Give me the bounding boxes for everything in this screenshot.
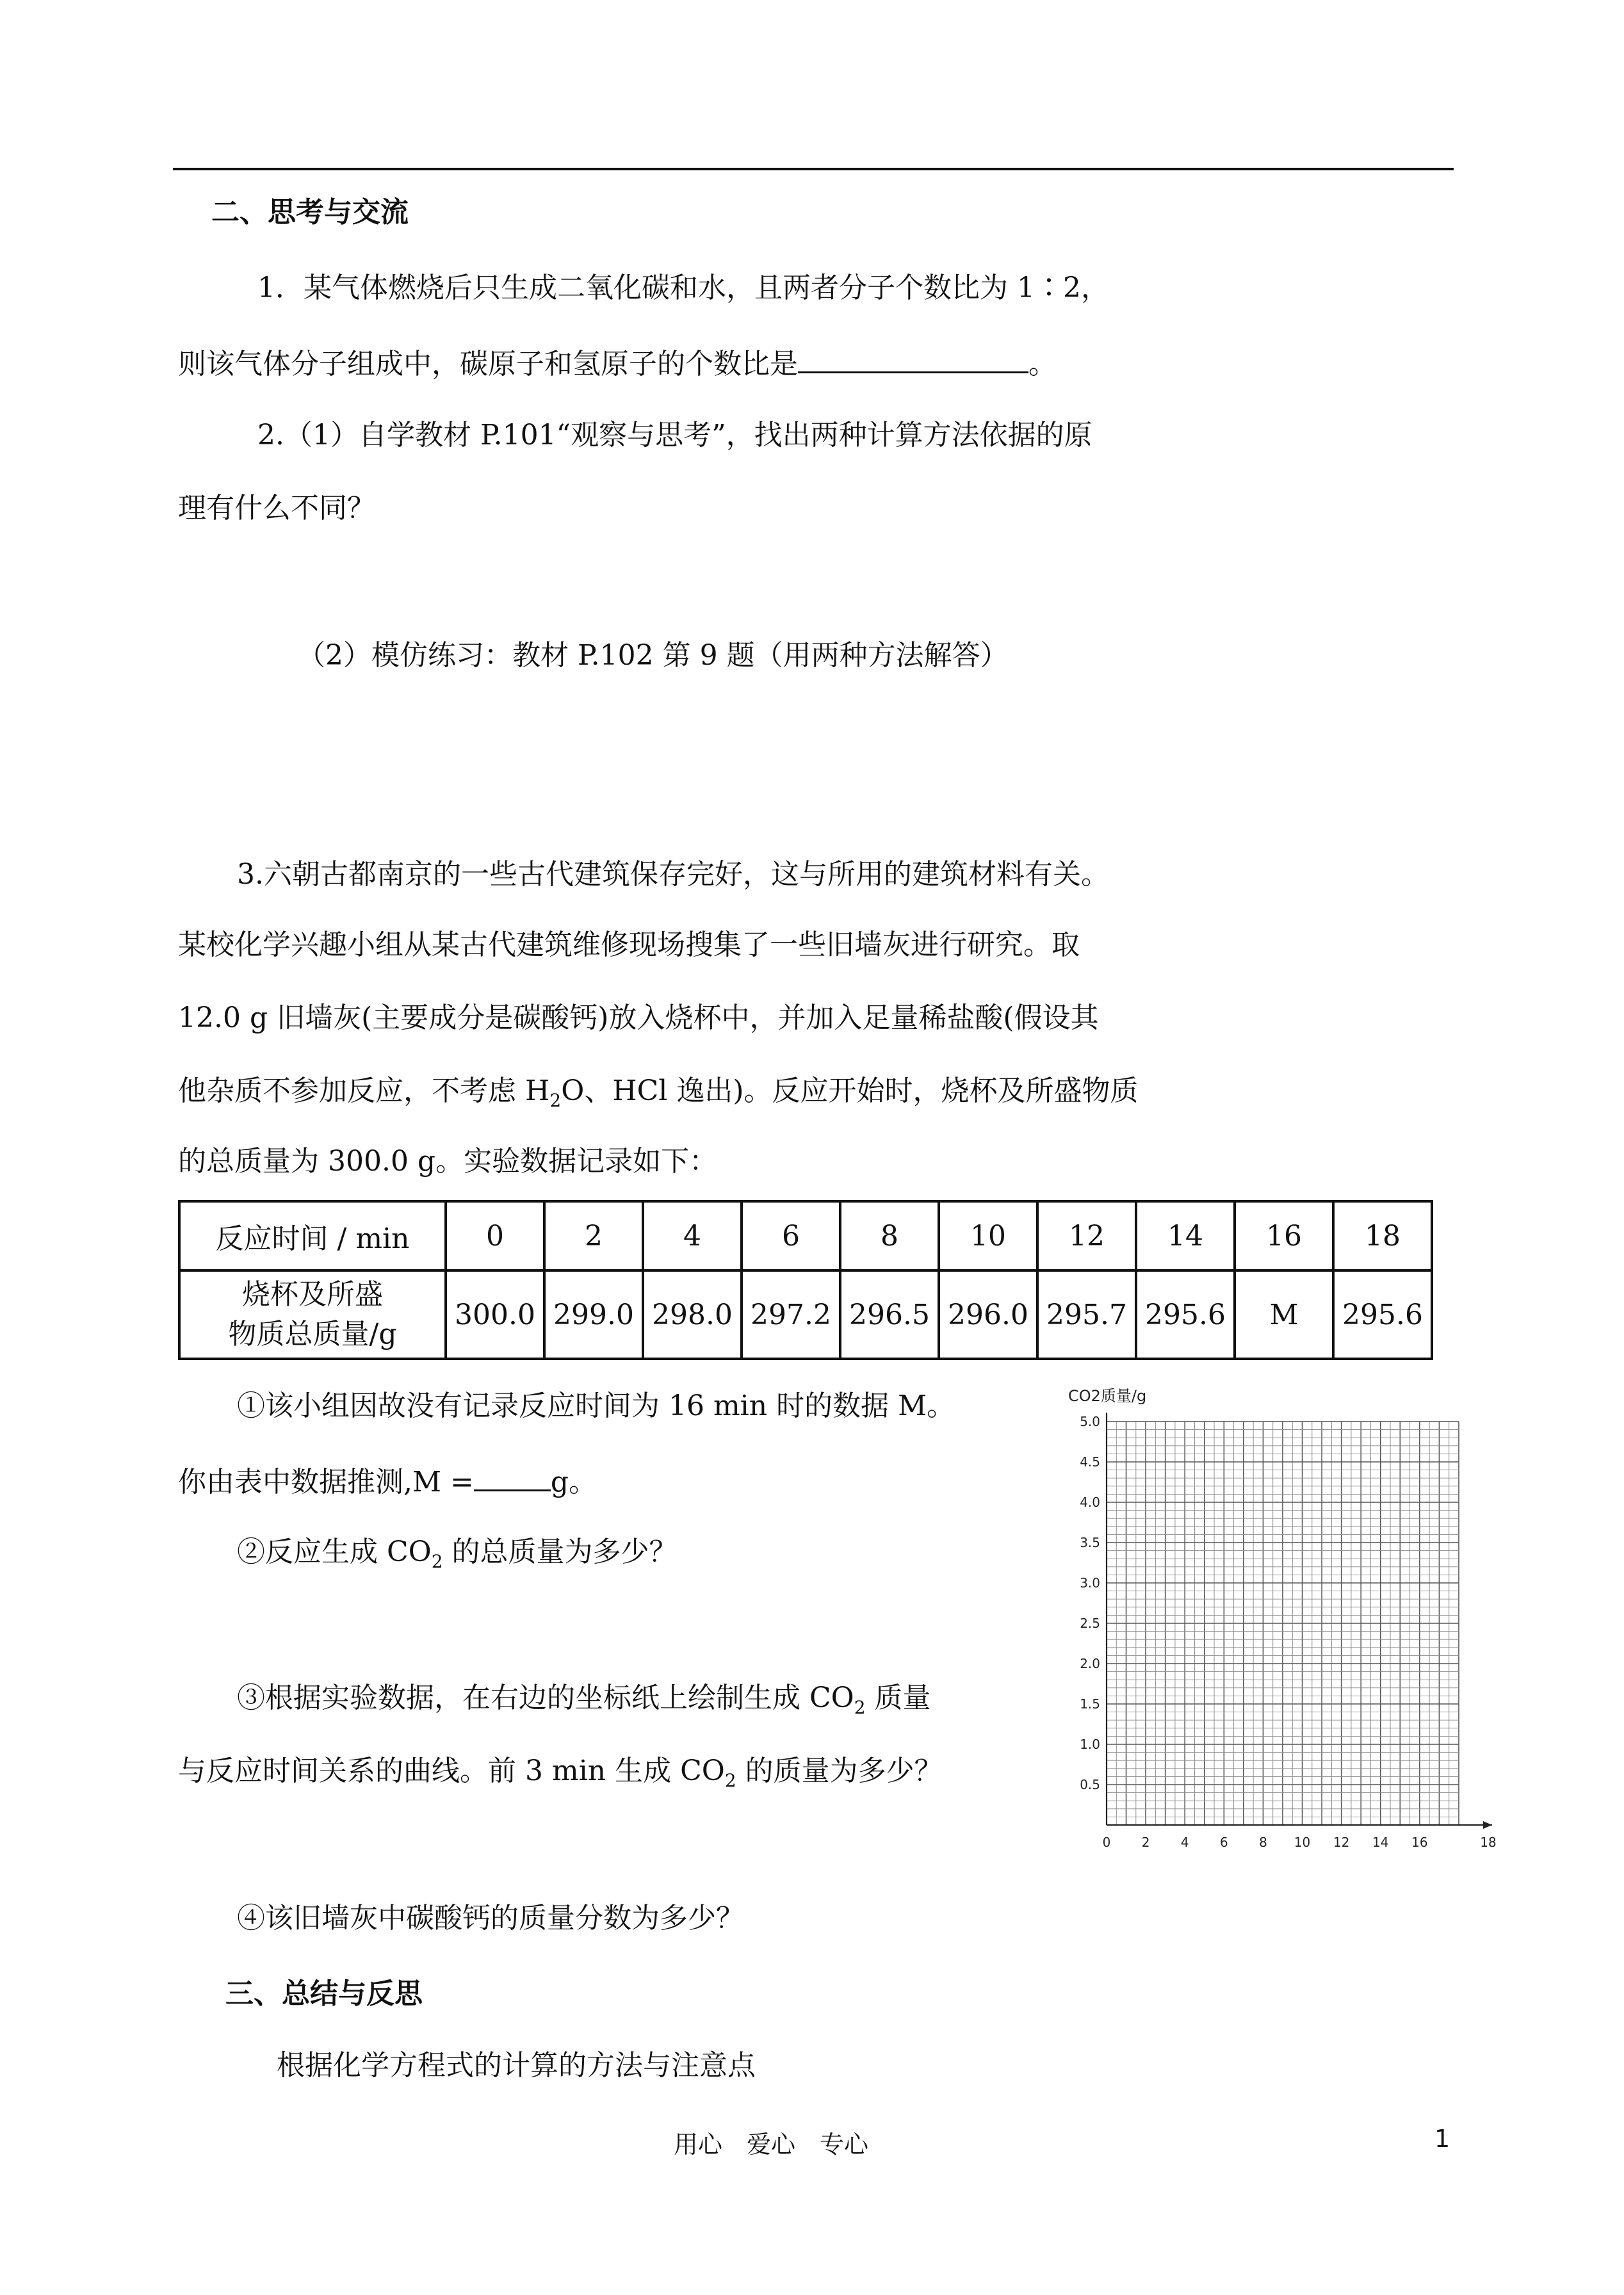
table-cell-time: 4 [643, 1201, 742, 1270]
x-tick-label: 16 [1411, 1835, 1428, 1850]
co2-graph-paper[interactable] [1057, 1377, 1505, 1857]
header-rule [173, 168, 1454, 170]
table-cell-time: 0 [446, 1201, 544, 1270]
table-cell-time: 12 [1037, 1201, 1136, 1270]
x-tick-label: 14 [1372, 1835, 1389, 1850]
section-3-text: 根据化学方程式的计算的方法与注意点 [277, 2049, 756, 2082]
table-cell-mass: 296.5 [840, 1270, 939, 1359]
y-tick-label: 1.0 [1080, 1737, 1100, 1752]
table-cell-mass: 298.0 [643, 1270, 742, 1359]
table-row-mass [179, 1270, 1432, 1359]
table-cell-time: 6 [742, 1201, 840, 1270]
x-tick-label: 18 [1480, 1835, 1497, 1850]
table-cell-time: 14 [1136, 1201, 1235, 1270]
q3-line3: 12.0 g 旧墙灰(主要成分是碳酸钙)放入烧杯中，并加入足量稀盐酸(假设其 [178, 1002, 1099, 1034]
section-3-title: 三、总结与反思 [225, 1977, 423, 2010]
m-answer-blank[interactable] [474, 1460, 551, 1491]
q3-line1: 3.六朝古都南京的一些古代建筑保存完好，这与所用的建筑材料有关。 [237, 858, 1109, 891]
q2-line1: 2.（1）自学教材 P.101“观察与思考”，找出两种计算方法依据的原 [257, 419, 1092, 451]
q3-sub4: ④该旧墙灰中碳酸钙的质量分数为多少？ [237, 1902, 744, 1934]
x-tick-label: 2 [1141, 1835, 1150, 1850]
section-2-title: 二、思考与交流 [211, 196, 409, 229]
x-tick-label: 6 [1219, 1835, 1228, 1850]
table-cell-mass: 295.7 [1037, 1270, 1136, 1359]
table-cell-mass: 295.6 [1136, 1270, 1235, 1359]
chart-grid [1107, 1422, 1459, 1825]
table-cell-mass: 296.0 [939, 1270, 1037, 1359]
table-header-mass: 烧杯及所盛 物质总质量/g [179, 1270, 446, 1359]
y-tick-label: 4.0 [1080, 1495, 1100, 1510]
table-cell-mass: 295.6 [1333, 1270, 1432, 1359]
q1-answer-blank[interactable] [798, 342, 1028, 373]
table-cell-time: 16 [1235, 1201, 1333, 1270]
q3-sub3-line2: 与反应时间关系的曲线。前 3 min 生成 $CO_2$ 的质量为多少？ [178, 1755, 943, 1791]
x-tick-label: 12 [1333, 1835, 1350, 1850]
table-cell-time: 2 [544, 1201, 643, 1270]
chart-axes [1107, 1413, 1492, 1829]
chart-y-ticks [1080, 1414, 1100, 1792]
table-cell-time: 10 [939, 1201, 1037, 1270]
q2-line2: 理有什么不同？ [178, 492, 375, 524]
y-tick-label: 2.5 [1080, 1616, 1100, 1631]
y-tick-label: 3.5 [1080, 1535, 1100, 1550]
q3-sub1-line1: ①该小组因故没有记录反应时间为 16 min 时的数据 M。 [237, 1390, 955, 1422]
table-cell-mass: M [1235, 1270, 1333, 1359]
y-tick-label: 4.5 [1080, 1454, 1100, 1470]
x-tick-label: 4 [1180, 1835, 1189, 1850]
q3-sub3-line1: ③根据实验数据，在右边的坐标纸上绘制生成 $CO_2$ 质量 [237, 1682, 931, 1718]
page-number: 1 [1434, 2125, 1450, 2153]
y-tick-label: 0.5 [1080, 1777, 1100, 1792]
chart-y-axis-label: CO2质量/g [1068, 1387, 1147, 1405]
q3-sub1-line2: 你由表中数据推测,M = g。 [178, 1460, 597, 1502]
chart-x-ticks [1103, 1835, 1497, 1850]
q3-sub2: ②反应生成 $CO_2$ 的总质量为多少？ [237, 1536, 678, 1572]
table-cell-time: 8 [840, 1201, 939, 1270]
x-axis-arrow [1483, 1821, 1492, 1829]
table-cell-mass: 299.0 [544, 1270, 643, 1359]
table-cell-time: 18 [1333, 1201, 1432, 1270]
table-header-time: 反应时间 / min [179, 1201, 446, 1270]
q1-line1: 1．某气体燃烧后只生成二氧化碳和水，且两者分子个数比为 1∶2， [257, 272, 1109, 304]
y-tick-label: 1.5 [1080, 1696, 1100, 1712]
y-tick-label: 3.0 [1080, 1575, 1100, 1591]
q1-line2: 则该气体分子组成中，碳原子和氢原子的个数比是 。 [178, 342, 1057, 384]
table-cell-mass: 297.2 [742, 1270, 840, 1359]
x-tick-label: 0 [1102, 1835, 1111, 1850]
table-cell-mass: 300.0 [446, 1270, 544, 1359]
y-tick-label: 5.0 [1080, 1414, 1100, 1429]
table-row-time [179, 1201, 1432, 1270]
x-tick-label: 8 [1259, 1835, 1267, 1850]
q3-line5: 的总质量为 300.0 g。实验数据记录如下： [178, 1145, 718, 1178]
q2-part2: （2）模仿练习：教材 P.102 第 9 题（用两种方法解答） [297, 639, 1009, 672]
q3-line4: 他杂质不参加反应，不考虑 $H_2O$、HCl 逸出)。反应开始时，烧杯及所盛物质 [178, 1075, 1139, 1111]
q3-line2: 某校化学兴趣小组从某古代建筑维修现场搜集了一些旧墙灰进行研究。取 [178, 929, 1080, 961]
footer-motto: 用心 爱心 专心 [674, 2130, 869, 2159]
data-table [178, 1200, 1433, 1360]
x-tick-label: 10 [1294, 1835, 1311, 1850]
y-tick-label: 2.0 [1080, 1656, 1100, 1671]
